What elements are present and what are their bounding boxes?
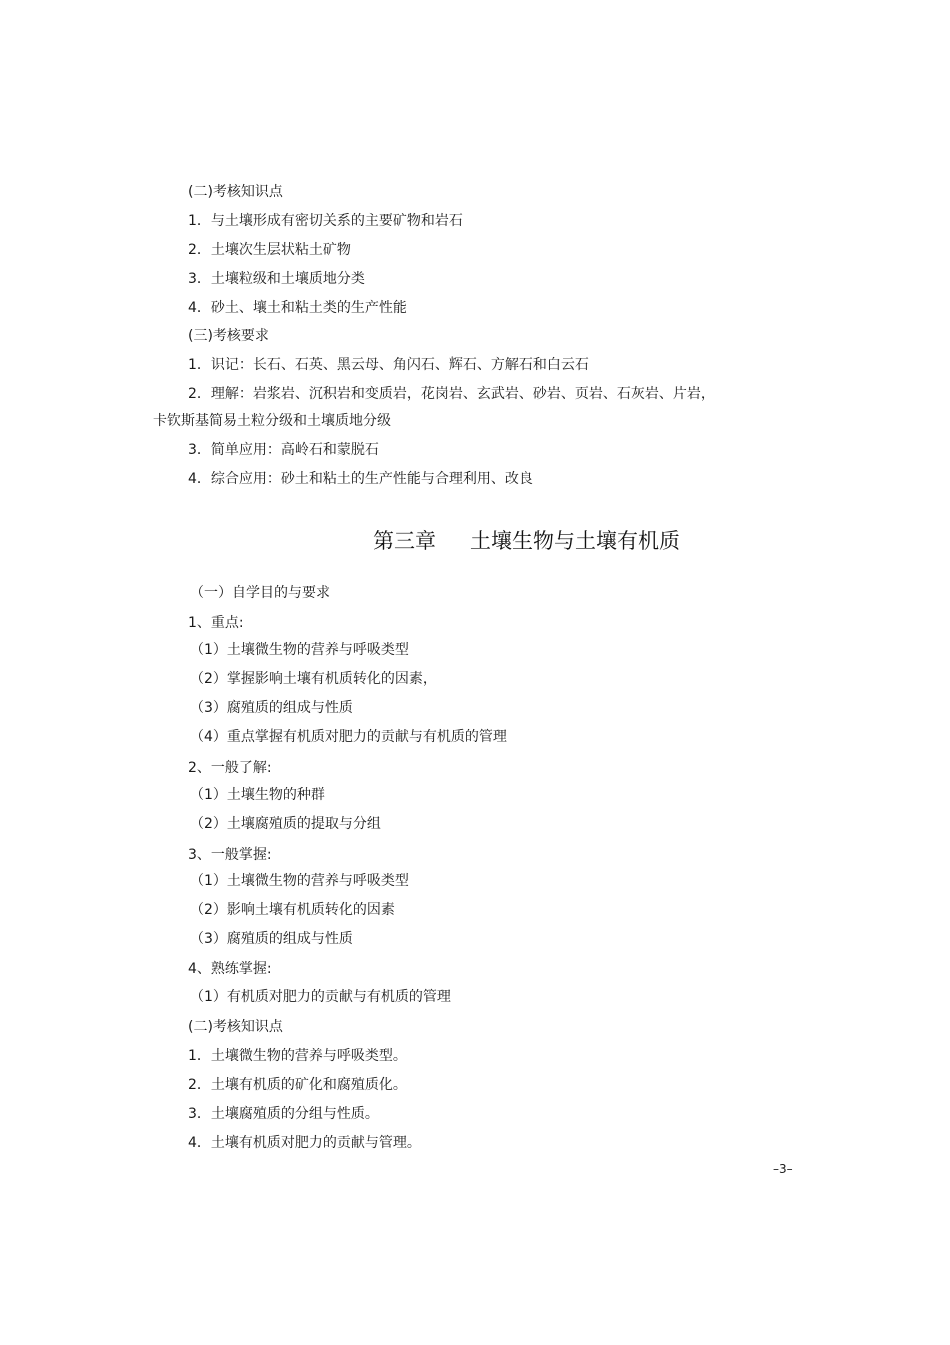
chapter-number: 第三章 [373, 529, 436, 553]
list-item: 2．理解：岩浆岩、沉积岩和变质岩，花岗岩、玄武岩、砂岩、页岩、石灰岩、片岩， [188, 386, 715, 402]
list-item: （2）影响土壤有机质转化的因素 [190, 902, 395, 918]
list-item: 3．土壤腐殖质的分组与性质。 [188, 1106, 379, 1122]
group-label: 4、熟练掌握: [188, 961, 272, 977]
section-heading: (二)考核知识点 [188, 1019, 283, 1035]
section-heading: （一）自学目的与要求 [190, 585, 330, 601]
list-item: （1）土壤生物的种群 [190, 787, 325, 803]
list-item-continuation: 卡钦斯基简易土粒分级和土壤质地分级 [153, 413, 391, 429]
list-item: （4）重点掌握有机质对肥力的贡献与有机质的管理 [190, 729, 507, 745]
list-item: 1．识记：长石、石英、黑云母、角闪石、辉石、方解石和白云石 [188, 357, 589, 373]
list-item: （1）有机质对肥力的贡献与有机质的管理 [190, 989, 451, 1005]
group-label: 3、一般掌握: [188, 847, 272, 863]
section-heading: (三)考核要求 [188, 328, 269, 344]
list-item: 4．土壤有机质对肥力的贡献与管理。 [188, 1135, 421, 1151]
list-item: 2．土壤有机质的矿化和腐殖质化。 [188, 1077, 407, 1093]
list-item: （1）土壤微生物的营养与呼吸类型 [190, 642, 409, 658]
list-item: （3）腐殖质的组成与性质 [190, 931, 353, 947]
list-item: （1）土壤微生物的营养与呼吸类型 [190, 873, 409, 889]
page-number: –3– [773, 1162, 793, 1176]
section-heading: (二)考核知识点 [188, 184, 283, 200]
list-item: （3）腐殖质的组成与性质 [190, 700, 353, 716]
list-item: 1．与土壤形成有密切关系的主要矿物和岩石 [188, 213, 463, 229]
list-item: （2）土壤腐殖质的提取与分组 [190, 816, 381, 832]
group-label: 1、重点: [188, 615, 244, 631]
list-item: 4．综合应用：砂土和粘土的生产性能与合理利用、改良 [188, 471, 533, 487]
group-label: 2、一般了解: [188, 760, 272, 776]
list-item: 4．砂土、壤土和粘土类的生产性能 [188, 300, 407, 316]
chapter-title: 土壤生物与土壤有机质 [470, 529, 680, 553]
list-item: 3．简单应用：高岭石和蒙脱石 [188, 442, 379, 458]
list-item: （2）掌握影响土壤有机质转化的因素， [190, 671, 437, 687]
list-item: 1．土壤微生物的营养与呼吸类型。 [188, 1048, 407, 1064]
list-item: 3．土壤粒级和土壤质地分类 [188, 271, 365, 287]
list-item: 2．土壤次生层状粘土矿物 [188, 242, 351, 258]
